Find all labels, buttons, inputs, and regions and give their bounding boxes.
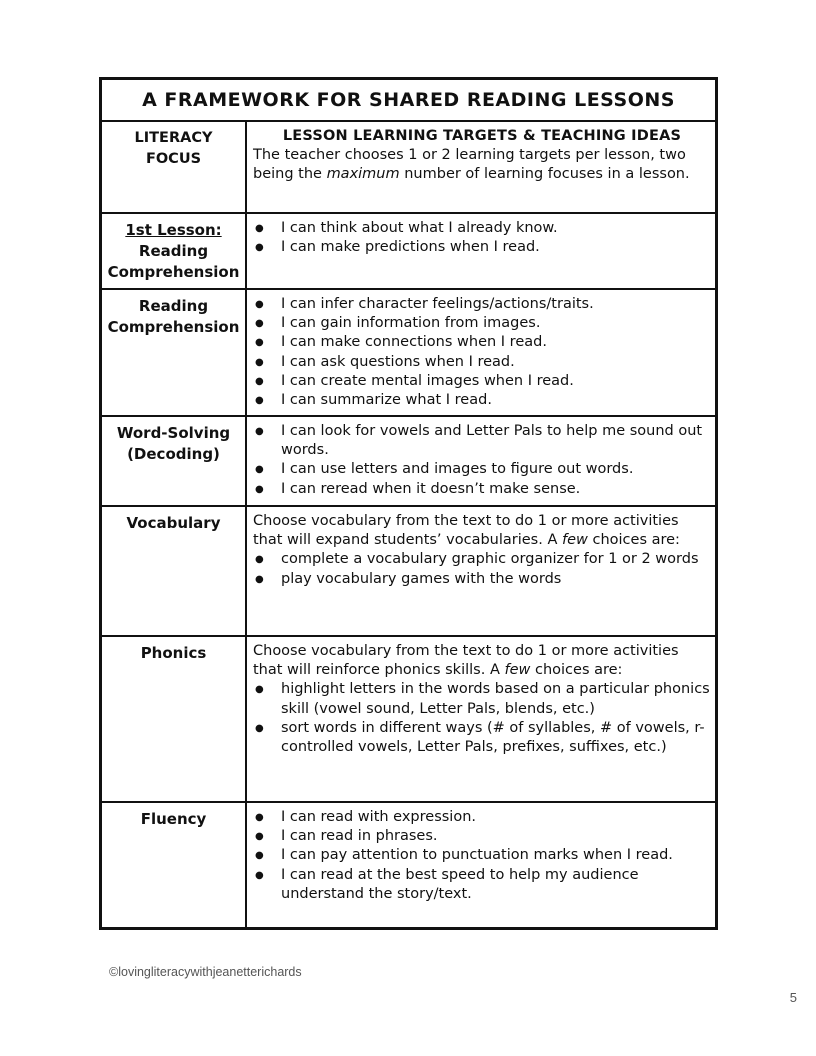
list-item: ● I can read with expression. [253,808,711,827]
focus-label: Comprehension [107,263,240,281]
table-title: A FRAMEWORK FOR SHARED READING LESSONS [102,80,715,122]
target-list [253,808,711,904]
focus-cell [102,803,247,929]
target-list [253,680,711,757]
list-item: ● I can make predictions when I read. [253,238,711,257]
list-item: ● I can read at the best speed to help my audience understand the story/text. [253,866,711,904]
targets-cell [247,214,715,288]
list-item: ● I can infer character feelings/actions/traits. [253,295,711,314]
table-row-word-solving [102,417,715,507]
header-focus-line2: FOCUS [145,151,202,167]
targets-cell [247,803,715,929]
targets-header-title: LESSON LEARNING TARGETS & TEACHING IDEAS [282,128,682,144]
intro-text: Choose vocabulary from the text to do 1 or more activities that will expand students’ vocabularies. A [253,513,679,549]
target-list [253,422,711,499]
row-intro [253,512,711,550]
list-item: ● I can reread when it doesn’t make sense. [253,480,711,499]
header-focus-line1: LITERACY [134,130,213,146]
list-item: ● play vocabulary games with the words [253,570,711,589]
focus-label: (Decoding) [127,445,220,463]
targets-cell [247,417,715,505]
intro-emphasis: few [504,662,531,679]
header-intro [253,146,711,184]
focus-label: Phonics [140,644,207,662]
table-row-fluency [102,803,715,929]
target-list [253,550,711,588]
intro-emphasis: maximum [326,166,400,183]
focus-cell [102,507,247,635]
list-item: ● I can summarize what I read. [253,391,711,410]
list-item: ● I can pay attention to punctuation marks when I read. [253,846,711,865]
table-row-first-lesson [102,214,715,290]
literacy-focus-header [102,122,247,212]
list-item: ● I can gain information from images. [253,314,711,333]
list-item: ● I can read in phrases. [253,827,711,846]
table-row-reading-comprehension [102,290,715,417]
intro-text: choices are: [587,532,680,549]
intro-text: The teacher chooses 1 or 2 learning targets per lesson, two being the [253,147,686,183]
focus-underlined-label: 1st Lesson: [125,221,222,239]
targets-header-cell [247,122,715,212]
focus-label: Reading [138,297,209,315]
table-row-phonics [102,637,715,803]
intro-text: number of learning focuses in a lesson. [399,166,690,183]
intro-text: Choose vocabulary from the text to do 1 or more activities that will reinforce phonics skills. A [253,643,679,679]
focus-cell [102,214,247,288]
list-item: ● sort words in different ways (# of syllables, # of vowels, r-controlled vowels, Letter Pals, prefixes, suffixes, etc.) [253,719,711,757]
list-item: ● I can make connections when I read. [253,333,711,352]
list-item: ● I can ask questions when I read. [253,353,711,372]
focus-label: Comprehension [107,318,240,336]
list-item: ● I can look for vowels and Letter Pals to help me sound out words. [253,422,711,460]
list-item: ● I can think about what I already know. [253,219,711,238]
focus-label: Fluency [140,810,207,828]
copyright-footer: ©lovingliteracywithjeanetterichards [109,965,302,979]
focus-label: Reading [138,242,209,260]
table-header-row [102,122,715,214]
targets-cell [247,507,715,635]
target-list [253,219,711,257]
list-item: ● highlight letters in the words based on a particular phonics skill (vowel sound, Letter Pals, blends, etc.) [253,680,711,718]
table-row-vocabulary [102,507,715,637]
target-list [253,295,711,410]
intro-text: choices are: [530,662,623,679]
page-number: 5 [789,990,797,1005]
framework-table [99,77,718,930]
row-intro [253,642,711,680]
list-item: ● I can use letters and images to figure out words. [253,460,711,479]
focus-label: Word-Solving [116,424,231,442]
focus-cell [102,417,247,505]
list-item: ● I can create mental images when I read. [253,372,711,391]
targets-cell [247,637,715,801]
list-item: ● complete a vocabulary graphic organizer for 1 or 2 words [253,550,711,569]
focus-cell [102,637,247,801]
intro-emphasis: few [561,532,588,549]
focus-label: Vocabulary [126,514,221,532]
focus-cell [102,290,247,415]
targets-cell [247,290,715,415]
